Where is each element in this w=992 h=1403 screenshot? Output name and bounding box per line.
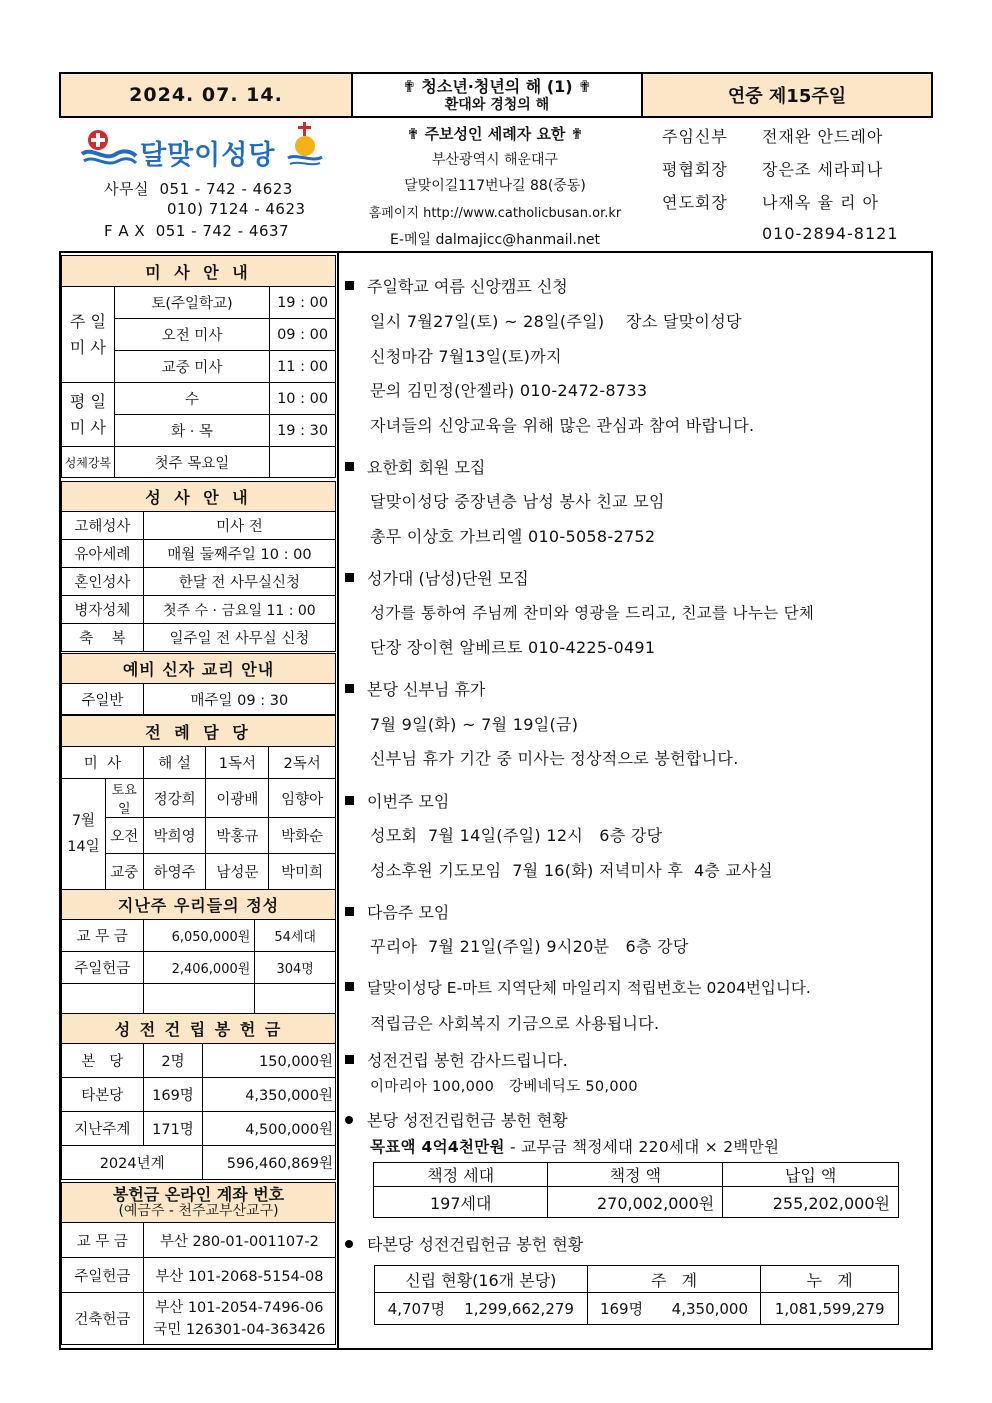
mass-time: 11 : 00	[270, 351, 336, 383]
liturgy-reading1: 이광배	[206, 779, 269, 818]
sacrament-name: 혼인성사	[62, 568, 144, 596]
parish-logo-icon	[80, 128, 138, 172]
status-header: 책정 세대	[374, 1163, 548, 1187]
square-bullet-icon	[345, 796, 354, 805]
goal-amount: 목표액 4억4천만원	[370, 1138, 505, 1156]
liturgy-reading1: 남성문	[206, 854, 269, 890]
mass-time: 19 : 00	[270, 287, 336, 319]
offering-title: 지난주 우리들의 정성	[62, 890, 336, 920]
account-number: 부산 101-2068-5154-08	[143, 1258, 335, 1293]
notice-title: 이번주 모임	[345, 789, 449, 812]
account-number: 부산 280-01-001107-2	[143, 1223, 335, 1258]
building-status-table	[373, 1162, 899, 1218]
notice-line: 신부님 휴가 기간 중 미사는 정상적으로 봉헌합니다.	[370, 749, 739, 768]
column-divider	[337, 253, 339, 1348]
building-fund-count: 2명	[143, 1044, 203, 1078]
office-mobile: 010) 7124 - 4623	[167, 200, 306, 218]
adoration-label: 성체강복	[62, 447, 115, 478]
status-value: 197세대	[374, 1187, 548, 1218]
liturgy-date: 7월 14일	[62, 779, 106, 890]
building-fund-name: 본 당	[62, 1044, 144, 1078]
liturgy-header: 미 사	[62, 747, 144, 779]
staff-role-council: 평협회장	[662, 160, 728, 179]
round-bullet-icon	[345, 1240, 353, 1248]
liturgy-mass: 교중	[105, 854, 143, 890]
notice-title: 다음주 모임	[345, 900, 449, 923]
address-line-1: 부산광역시 해운대구	[431, 152, 559, 168]
notice-line: 성가를 통하여 주님께 찬미와 영광을 드리고, 친교를 나누는 단체	[370, 604, 815, 622]
notice-line: 성소후원 기도모임 7월 16(화) 저녁미사 후 4층 교사실	[370, 861, 773, 880]
notice-line: 7월 9일(화) ~ 7월 19일(금)	[370, 715, 579, 734]
email-link[interactable]: E-메일 dalmajicc@hanmail.net	[390, 232, 600, 248]
homepage-link[interactable]: 홈페이지 http://www.catholicbusan.or.kr	[368, 206, 622, 221]
sacrament-name: 유아세례	[62, 540, 144, 568]
adoration-when: 첫주 목요일	[114, 447, 269, 478]
offering-amount: 2,406,000원	[143, 952, 255, 984]
sacrament-name: 축 복	[62, 624, 144, 652]
status-header: 누 계	[761, 1266, 899, 1293]
notice-title: 요한회 회원 모집	[345, 455, 485, 478]
building-fund-title: 성 전 건 립 봉 헌 금	[62, 1014, 336, 1044]
notice-title: 성전건립 봉헌 감사드립니다.	[345, 1048, 568, 1071]
offering-name: 교 무 금	[62, 920, 144, 952]
notice-line: 달맞이성당 중장년층 남성 봉사 친교 모임	[370, 492, 665, 511]
building-status-goal	[370, 1135, 779, 1157]
status-header: 주 계	[587, 1266, 761, 1293]
catechumen-name: 주일반	[62, 684, 144, 715]
account-name: 건축헌금	[62, 1293, 144, 1345]
notice-line: 성모회 7월 14일(주일) 12시 6층 강당	[370, 826, 663, 845]
mass-name: 오전 미사	[114, 319, 269, 351]
building-fund-amount: 150,000원	[203, 1044, 336, 1078]
liturgy-commentary: 정강희	[143, 779, 206, 818]
mass-name: 교중 미사	[114, 351, 269, 383]
parish-name: 달맞이성당	[140, 140, 276, 171]
offering-count: 304명	[255, 952, 336, 984]
top-divider	[59, 251, 933, 253]
other-status-title: 타본당 성전건립헌금 봉헌 현황	[345, 1232, 583, 1255]
status-header: 책정 액	[548, 1163, 723, 1187]
offering-name: 주일헌금	[62, 952, 144, 984]
liturgy-reading2: 임향아	[269, 779, 336, 818]
staff-role-pastor: 주임신부	[662, 127, 728, 146]
sacrament-value: 매월 둘째주일 10 : 00	[143, 540, 335, 568]
offering-count: 54세대	[255, 920, 336, 952]
sacrament-value: 일주일 전 사무실 신청	[143, 624, 335, 652]
liturgy-mass: 오전	[105, 818, 143, 854]
liturgy-header: 1독서	[206, 747, 269, 779]
notice-line: 신청마감 7월13일(토)까지	[370, 347, 562, 366]
status-header: 납입 액	[723, 1163, 899, 1187]
building-fund-name: 지난주계	[62, 1112, 144, 1146]
notice-line: 일시 7월27일(토) ~ 28일(주일) 장소 달맞이성당	[370, 312, 742, 331]
notice-line: 자녀들의 신앙교육을 위해 많은 관심과 참여 바랍니다.	[370, 416, 755, 435]
status-value: 169명 4,350,000	[587, 1293, 761, 1325]
notice-line: 이마리아 100,000 강베네딕도 50,000	[370, 1079, 638, 1095]
notice-line: 꾸리아 7월 21일(주일) 9시20분 6층 강당	[370, 937, 689, 956]
square-bullet-icon	[345, 281, 354, 290]
mass-name: 수	[114, 383, 269, 415]
weekday-mass-label: 평 일 미 사	[62, 383, 115, 447]
account-name: 교 무 금	[62, 1223, 144, 1258]
notice-title: 달맞이성당 E-마트 지역단체 마일리지 적립번호는 0204번입니다.	[345, 976, 811, 998]
round-bullet-icon	[345, 1116, 353, 1124]
liturgy-reading2: 박화순	[269, 818, 336, 854]
offering-empty-cell	[143, 984, 255, 1016]
status-value: 4,707명 1,299,662,279	[375, 1293, 588, 1325]
liturgy-header: 해 설	[143, 747, 206, 779]
sunday-mass-label: 주 일 미 사	[62, 287, 115, 383]
mass-time: 19 : 30	[270, 415, 336, 447]
notice-title: 주일학교 여름 신앙캠프 신청	[345, 274, 568, 297]
building-fund-table	[61, 1013, 336, 1180]
theme-title: ✟ 청소년·청년의 해 (1) ✟	[402, 76, 592, 96]
mass-guide-table	[61, 255, 336, 478]
sacrament-guide-table	[61, 481, 336, 652]
account-title-cell	[62, 1183, 336, 1223]
building-fund-count: 171명	[143, 1112, 203, 1146]
liturgy-title: 전 례 담 당	[62, 716, 336, 747]
liturgy-mass: 토요일	[105, 779, 143, 818]
staff-name-council: 장은조 세라피나	[762, 160, 884, 179]
bottom-divider	[59, 1348, 933, 1350]
staff-role-prayer: 연도회장	[662, 193, 728, 212]
bulletin-date: 2024. 07. 14.	[61, 74, 353, 116]
account-table	[61, 1182, 336, 1345]
liturgical-week: 연중 제15주일	[643, 74, 931, 116]
catechumen-title: 예비 신자 교리 안내	[62, 654, 336, 684]
account-holder: (예금주 - 천주교부산교구)	[118, 1202, 279, 1219]
mass-guide-title: 미 사 안 내	[62, 256, 336, 287]
office-phone: 사무실 051 - 742 - 4623	[104, 180, 293, 198]
offering-empty-cell	[62, 984, 144, 1016]
building-fund-amount: 4,500,000원	[203, 1112, 336, 1146]
building-fund-count: 169명	[143, 1078, 203, 1112]
notice-line: 총무 이상호 가브리엘 010-5058-2752	[370, 527, 656, 546]
account-number: 부산 101-2054-7496-06	[155, 1299, 324, 1316]
staff-name-pastor: 전재완 안드레아	[762, 127, 884, 146]
sacrament-name: 고해성사	[62, 512, 144, 540]
right-border	[931, 251, 933, 1350]
offering-amount: 6,050,000원	[143, 920, 255, 952]
sacrament-value: 미사 전	[143, 512, 335, 540]
liturgy-commentary: 하영주	[143, 854, 206, 890]
square-bullet-icon	[345, 907, 354, 916]
sacrament-name: 병자성체	[62, 596, 144, 624]
sacrament-value: 한달 전 사무실신청	[143, 568, 335, 596]
liturgy-reading2: 박미희	[269, 854, 336, 890]
building-fund-name: 타본당	[62, 1078, 144, 1112]
header-bar	[59, 72, 933, 118]
notice-line: 적립금은 사회복지 기금으로 사용됩니다.	[370, 1014, 660, 1033]
building-status-title: 본당 성전건립헌금 봉헌 현황	[345, 1108, 568, 1131]
staff-name-prayer: 나재옥 율 리 아	[762, 193, 879, 212]
liturgy-commentary: 박희영	[143, 818, 206, 854]
account-name: 주일헌금	[62, 1258, 144, 1293]
catechumen-value: 매주일 09 : 30	[143, 684, 335, 715]
office-fax: F A X 051 - 742 - 4637	[104, 222, 290, 240]
notice-title: 성가대 (남성)단원 모집	[345, 566, 529, 589]
liturgy-reading1: 박홍규	[206, 818, 269, 854]
theme-subtitle: 환대와 경청의 해	[444, 96, 550, 113]
mass-time: 10 : 00	[270, 383, 336, 415]
staff-phone: 010-2894-8121	[762, 224, 899, 243]
address-line-2: 달맞이길117번나길 88(중동)	[404, 178, 586, 194]
sacrament-guide-title: 성 사 안 내	[62, 482, 336, 512]
status-value: 270,002,000원	[548, 1187, 723, 1218]
building-fund-year-label: 2024년계	[62, 1146, 203, 1180]
year-theme	[353, 74, 643, 116]
square-bullet-icon	[345, 1055, 354, 1064]
square-bullet-icon	[345, 982, 354, 991]
account-title: 봉헌금 온라인 계좌 번호	[112, 1184, 285, 1204]
status-value: 255,202,000원	[723, 1187, 899, 1218]
other-status-table	[374, 1265, 899, 1325]
offering-empty-cell	[255, 984, 336, 1016]
mass-name: 화 · 목	[114, 415, 269, 447]
parish-emblem-icon	[285, 120, 325, 172]
status-header: 신립 현황(16개 본당)	[375, 1266, 588, 1293]
mass-time: 09 : 00	[270, 319, 336, 351]
notice-line: 문의 김민정(안젤라) 010-2472-8733	[370, 381, 648, 400]
status-value: 1,081,599,279	[761, 1293, 899, 1325]
patron-saint: ✟ 주보성인 세례자 요한 ✟	[406, 125, 584, 143]
square-bullet-icon	[345, 684, 354, 693]
liturgy-header: 2독서	[269, 747, 336, 779]
building-fund-year-total: 596,460,869원	[203, 1146, 336, 1180]
notice-line: 단장 장이현 알베르토 010-4225-0491	[370, 638, 656, 657]
adoration-time	[270, 447, 336, 478]
square-bullet-icon	[345, 462, 354, 471]
catechumen-table	[61, 653, 336, 715]
account-number: 국민 126301-04-363426	[153, 1321, 326, 1338]
building-fund-amount: 4,350,000원	[203, 1078, 336, 1112]
square-bullet-icon	[345, 573, 354, 582]
notice-title: 본당 신부님 휴가	[345, 677, 485, 700]
offering-table	[61, 889, 336, 1016]
sacrament-value: 첫주 수 · 금요일 11 : 00	[143, 596, 335, 624]
liturgy-table	[61, 715, 336, 890]
mass-name: 토(주일학교)	[114, 287, 269, 319]
goal-description: - 교무금 책정세대 220세대 × 2백만원	[504, 1138, 780, 1156]
